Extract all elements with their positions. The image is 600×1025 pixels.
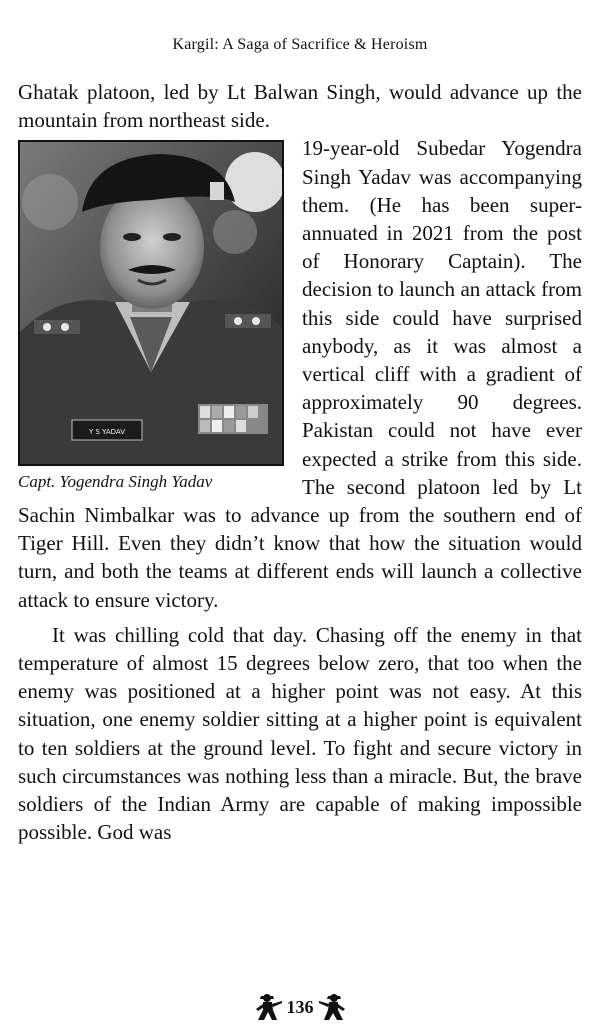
running-header: Kargil: A Saga of Sacrifice & Heroism	[172, 36, 428, 53]
page-footer	[0, 992, 600, 1022]
paragraph-3: It was chilling cold that day. Chasing off the enemy in that temperature of almost 15 degrees below zero, that too when the enemy was positioned at a higher point was not easy. At this situation, one enemy soldier sitting at a higher point is equivalent to ten soldiers at the ground level. To fight and secure victory in such circumstances was nothing less than a miracle. But, the brave soldiers of the Indian Army are capable of making impossible possible. God was	[18, 622, 582, 845]
paragraph-1: Ghatak platoon, led by Lt Balwan Singh, would advance up the mountain from northeast side.	[18, 80, 582, 133]
soldier-left-icon	[253, 992, 283, 1022]
portrait-photo	[18, 140, 284, 466]
nameplate-text: Y S YADAV	[88, 428, 126, 437]
figure-caption: Capt. Yogendra Singh Yadav	[18, 472, 213, 492]
page-number: 136	[286, 996, 314, 1017]
article-body	[18, 78, 582, 846]
paragraph-2: 19-year-old Subedar Yogendra Singh Yadav was accompanying them. (He has been super-annuated in 2021 from the post of Honorary Captain). The decision to launch an attack from this side could have surprised anybody, as it was almost a vertical cliff with a gradient of approximately 90 degrees. Pakistan could not have ever expected a strike from this side. The second platoon led by Lt Sachin Nimbalkar was to advance up from the southern end of Tiger Hill. Even they didn’t know that how the situation would turn, and both the teams at different ends will launch a collective attack to ensure victory.	[18, 136, 582, 612]
soldier-right-icon	[318, 992, 348, 1022]
portrait-figure	[18, 140, 288, 494]
